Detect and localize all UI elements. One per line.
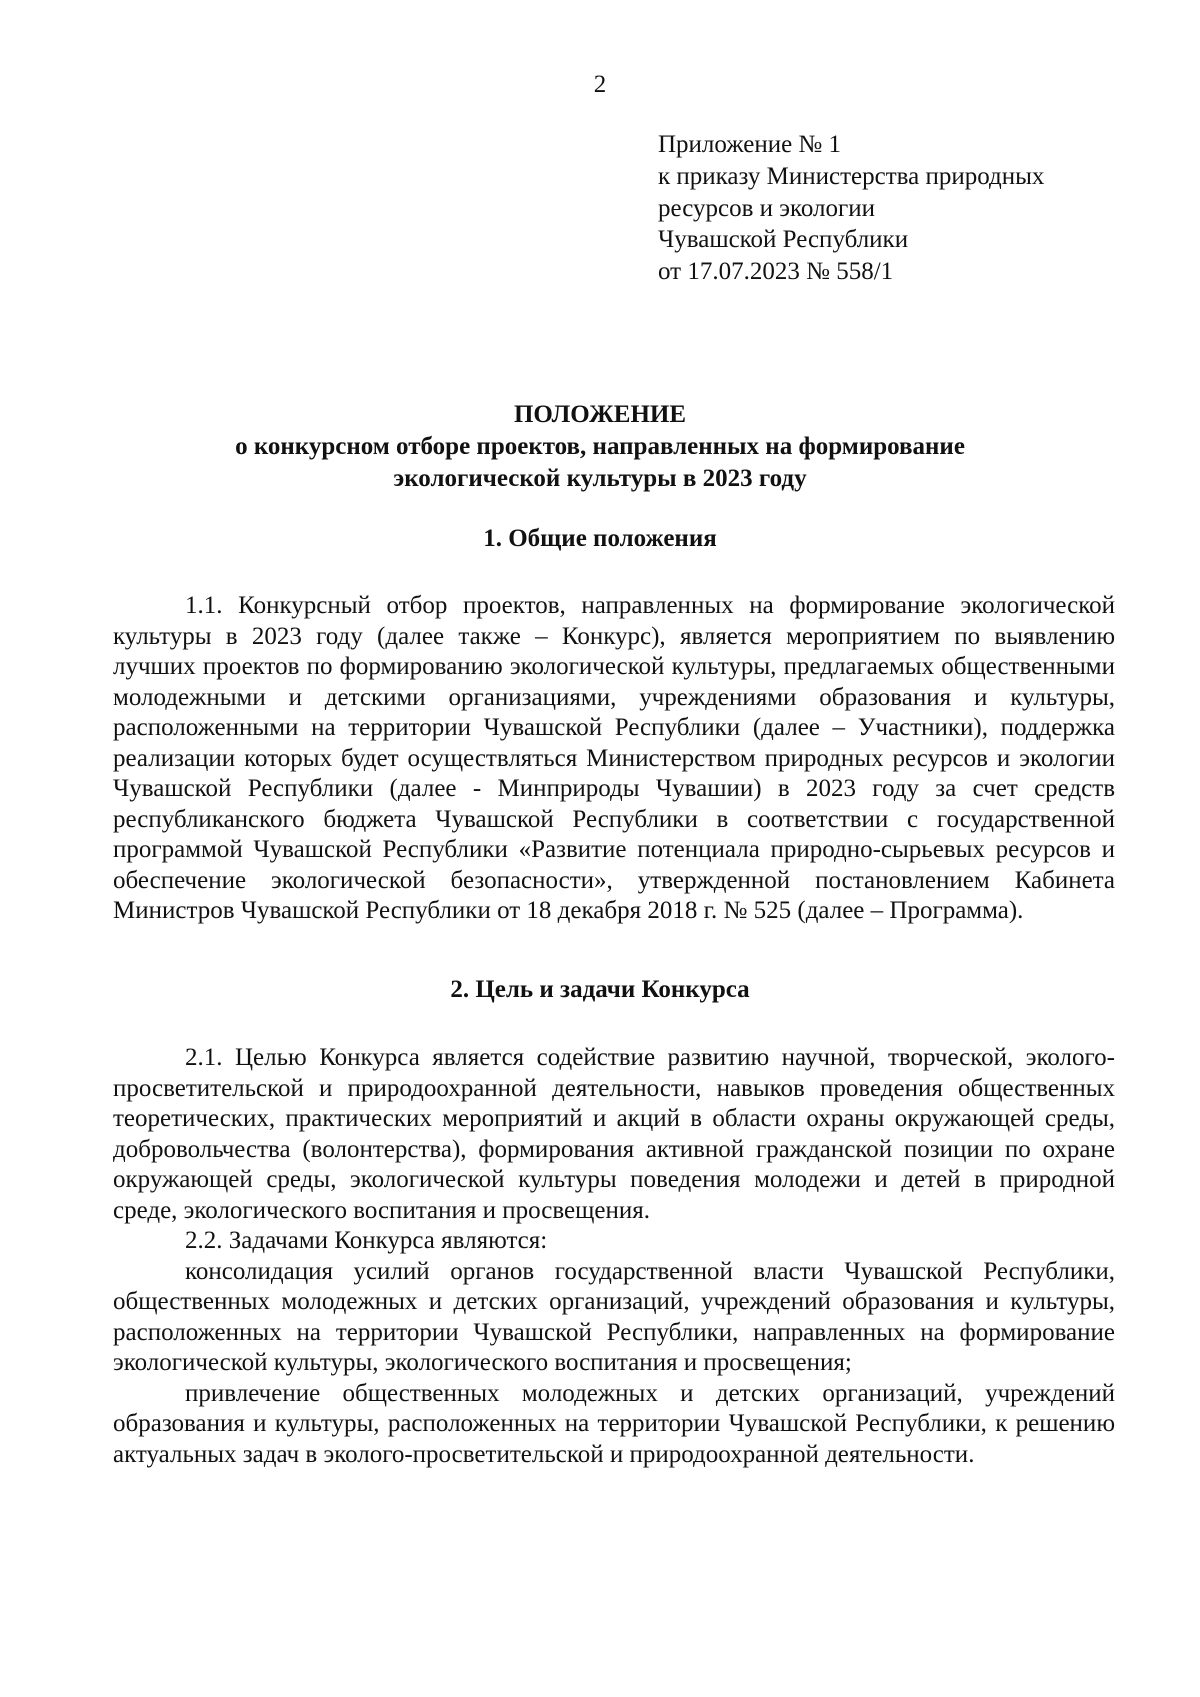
appendix-line: ресурсов и экологии <box>658 194 876 222</box>
paragraph: 2.2. Задачами Конкурса являются: <box>185 1227 548 1254</box>
title-line: о конкурсном отборе проектов, направленных на формирование <box>235 432 965 460</box>
paragraph: привлечение общественных молодежных и детских организаций, учреждений образования и культуры, расположенных на территории Чувашской Республики, к решению актуальных задач в эколого-просветительской и природоохранной деятельности. <box>113 1379 1115 1468</box>
paragraph: консолидация усилий органов государственной власти Чувашской Республики, общественных молодежных и детских организаций, учреждений образования и культуры, расположенных на территории Чувашской Республики, направленных на формирование экологической культуры, экологического воспитания и просвещения; <box>113 1257 1115 1376</box>
section-goals-body <box>113 1043 1115 1470</box>
appendix-line: Чувашской Республики <box>658 226 909 254</box>
section-heading-goals: 2. Цель и задачи Конкурса <box>450 976 750 1003</box>
page-number: 2 <box>593 71 607 98</box>
section-general-body <box>113 591 1115 927</box>
paragraph: 2.1. Целью Конкурса является содействие развитию научной, творческой, эколого-просветительской и природоохранной деятельности, навыков проведения общественных теоретических, практических мероприятий и акций в области охраны окружающей среды, добровольчества (волонтерства), формирования активной гражданской позиции по охране окружающей среды, экологической культуры поведения молодежи и детей в природной среде, экологического воспитания и просвещения. <box>113 1044 1115 1224</box>
document-title <box>0 399 1200 494</box>
title-line: экологической культуры в 2023 году <box>393 464 807 492</box>
paragraph: 1.1. Конкурсный отбор проектов, направленных на формирование экологической культуры в 2023 году (далее также – Конкурс), является мероприятием по выявлению лучших проектов по формированию экологической культуры, предлагаемых общественными молодежными и детскими организациями, учреждениями образования и культуры, расположенными на территории Чувашской Республики (далее – Участники), поддержка реализации которых будет осуществляться Министерством природных ресурсов и экологии Чувашской Республики (далее - Минприроды Чувашии) в 2023 году за счет средств республиканского бюджета Чувашской Республики в соответствии с государственной программой Чувашской Республики «Развитие потенциала природно-сырьевых ресурсов и обеспечение экологической безопасности», утвержденной постановлением Кабинета Министров Чувашской Республики от 18 декабря 2018 г. № 525 (далее – Программа). <box>113 592 1115 924</box>
appendix-line: к приказу Министерства природных <box>658 162 1045 190</box>
appendix-line: Приложение № 1 <box>658 131 842 158</box>
title-line: ПОЛОЖЕНИЕ <box>513 401 687 428</box>
appendix-reference <box>658 129 1044 288</box>
appendix-line: от 17.07.2023 № 558/1 <box>658 258 894 286</box>
section-heading-general: 1. Общие положения <box>483 525 717 552</box>
